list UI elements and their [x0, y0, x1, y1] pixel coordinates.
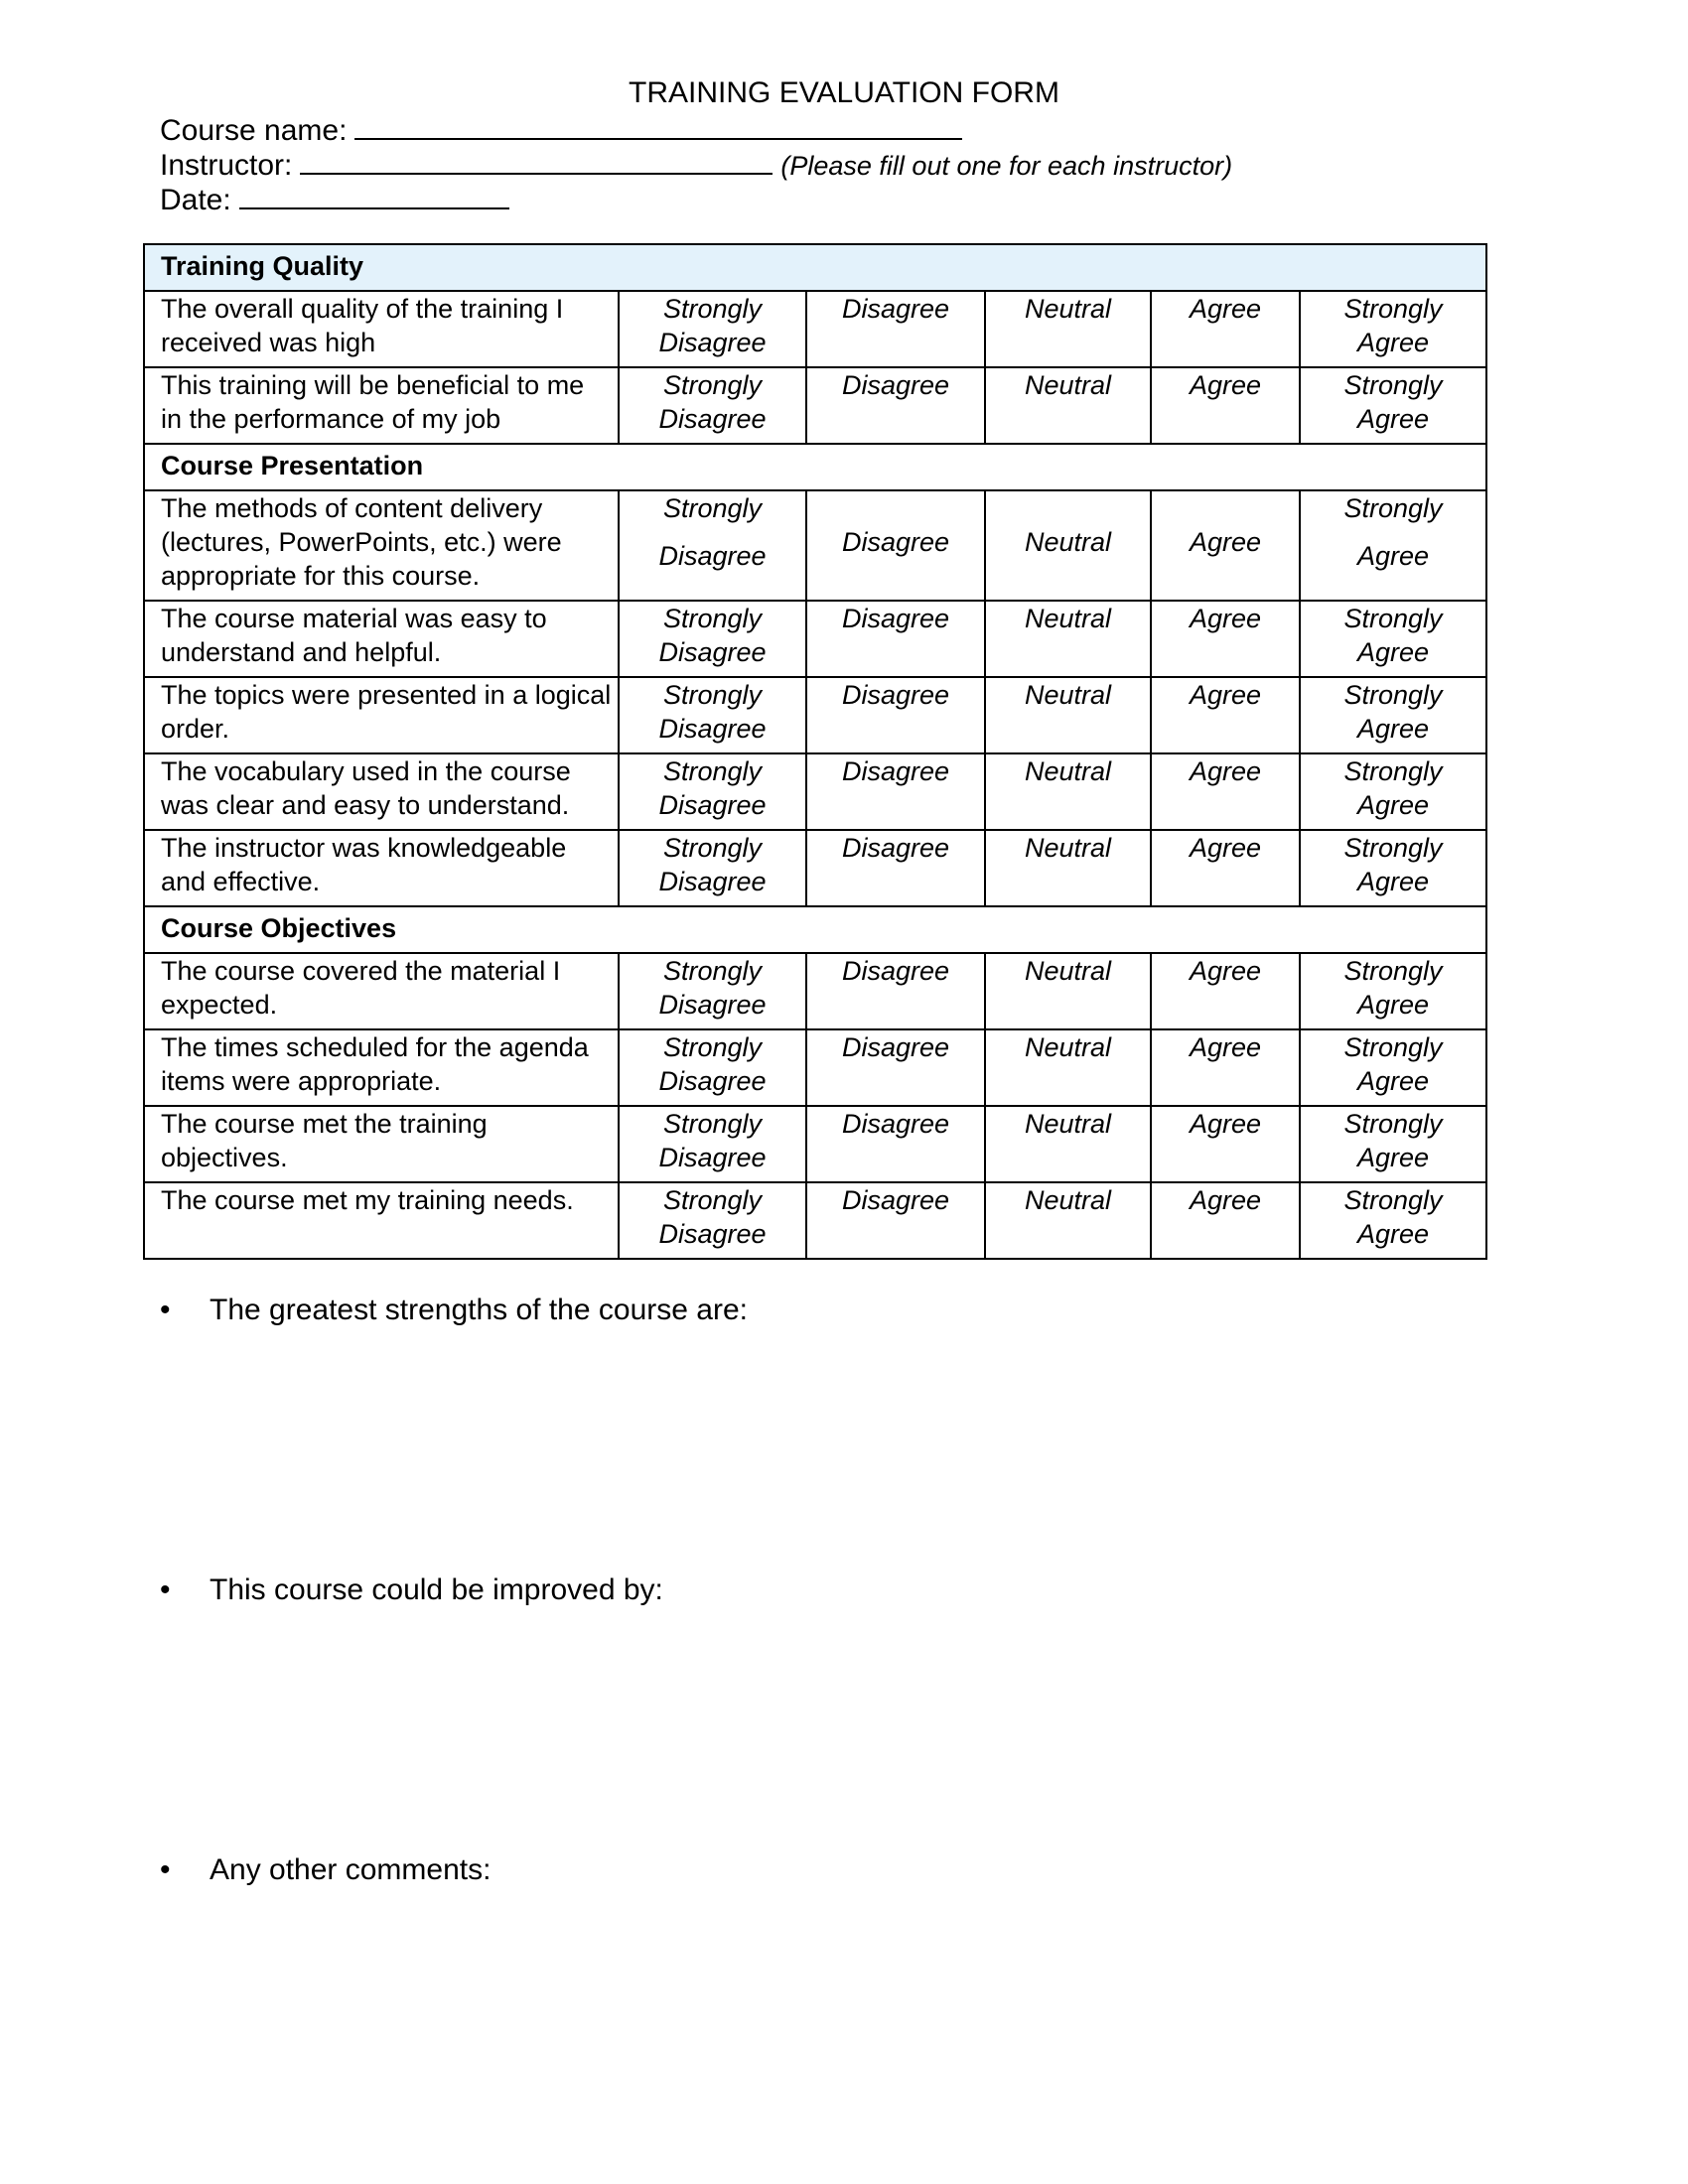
option-disagree[interactable] — [806, 601, 985, 677]
option-label: Strongly — [1343, 370, 1443, 400]
section-header-row — [144, 906, 1486, 953]
option-label: Disagree — [658, 790, 767, 820]
table-row — [144, 1029, 1486, 1106]
option-strongly-disagree[interactable] — [619, 601, 806, 677]
course-name-field[interactable] — [354, 112, 962, 140]
option-agree[interactable] — [1151, 1182, 1300, 1259]
option-label: Disagree — [658, 1143, 767, 1172]
option-label: Strongly — [1343, 1109, 1443, 1139]
option-label: Disagree — [658, 404, 767, 434]
section-header-row — [144, 444, 1486, 490]
option-label: Agree — [1189, 1109, 1262, 1139]
option-strongly-disagree[interactable] — [619, 1029, 806, 1106]
option-label: Agree — [1356, 1143, 1430, 1172]
instructor-line — [160, 147, 1232, 182]
option-agree[interactable] — [1151, 601, 1300, 677]
option-label: Strongly — [662, 294, 763, 324]
option-label: Agree — [1189, 370, 1262, 400]
option-label: Agree — [1356, 1219, 1430, 1249]
option-label: Disagree — [658, 1219, 767, 1249]
option-label: Agree — [1356, 637, 1430, 667]
option-label: Neutral — [1024, 956, 1112, 986]
option-strongly-disagree[interactable] — [619, 753, 806, 830]
option-strongly-agree[interactable] — [1300, 677, 1486, 753]
option-strongly-disagree[interactable] — [619, 490, 806, 601]
option-label: Disagree — [658, 714, 767, 744]
statement-cell: The methods of content delivery (lectures, PowerPoints, etc.) were appropriate for this course. — [144, 490, 619, 601]
bullet-icon: • — [160, 1573, 171, 1606]
option-agree[interactable] — [1151, 291, 1300, 367]
option-label: Strongly — [662, 370, 763, 400]
section-header-row — [144, 244, 1486, 291]
date-line — [160, 182, 1232, 216]
option-label: Neutral — [1024, 1185, 1112, 1215]
option-disagree[interactable] — [806, 490, 985, 601]
option-agree[interactable] — [1151, 1029, 1300, 1106]
option-label: Disagree — [841, 527, 950, 557]
option-label: Disagree — [658, 1066, 767, 1096]
option-strongly-disagree[interactable] — [619, 677, 806, 753]
statement-cell: This training will be beneficial to me in the performance of my job — [144, 367, 619, 444]
option-disagree[interactable] — [806, 830, 985, 906]
option-label: Neutral — [1024, 1032, 1112, 1062]
option-label: Strongly — [662, 604, 763, 633]
option-neutral[interactable] — [985, 291, 1151, 367]
option-strongly-agree[interactable] — [1300, 830, 1486, 906]
statement-cell: The course material was easy to understand and helpful. — [144, 601, 619, 677]
option-strongly-agree[interactable] — [1300, 1106, 1486, 1182]
option-label: Agree — [1189, 756, 1262, 786]
option-label: Strongly — [1343, 604, 1443, 633]
option-neutral[interactable] — [985, 1182, 1151, 1259]
option-label: Neutral — [1024, 833, 1112, 863]
option-label: Agree — [1189, 1185, 1262, 1215]
improvement-prompt — [160, 1572, 663, 1608]
option-strongly-agree[interactable] — [1300, 1029, 1486, 1106]
option-disagree[interactable] — [806, 753, 985, 830]
option-label: Strongly — [1343, 680, 1443, 710]
option-agree[interactable] — [1151, 830, 1300, 906]
option-label: Agree — [1189, 833, 1262, 863]
option-neutral[interactable] — [985, 367, 1151, 444]
option-neutral[interactable] — [985, 1029, 1151, 1106]
option-label: Neutral — [1024, 756, 1112, 786]
option-label: Disagree — [841, 956, 950, 986]
option-strongly-disagree[interactable] — [619, 291, 806, 367]
option-label: Strongly — [662, 833, 763, 863]
improvement-label: This course could be improved by: — [210, 1573, 663, 1606]
option-label: Disagree — [841, 680, 950, 710]
option-label: Strongly — [1343, 294, 1443, 324]
option-label: Agree — [1356, 714, 1430, 744]
option-label: Strongly — [662, 1185, 763, 1215]
page-title: TRAINING EVALUATION FORM — [629, 76, 1059, 109]
option-label: Strongly — [662, 1032, 763, 1062]
statement-cell: The overall quality of the training I received was high — [144, 291, 619, 367]
option-label: Neutral — [1024, 680, 1112, 710]
option-label: Agree — [1356, 1066, 1430, 1096]
option-neutral[interactable] — [985, 830, 1151, 906]
option-disagree[interactable] — [806, 291, 985, 367]
section-title: Training Quality — [144, 244, 1486, 291]
course-name-line — [160, 112, 1232, 147]
option-label: Agree — [1189, 956, 1262, 986]
statement-cell: The course met the training objectives. — [144, 1106, 619, 1182]
comments-prompt — [160, 1852, 491, 1888]
option-strongly-agree[interactable] — [1300, 367, 1486, 444]
option-label: Disagree — [658, 637, 767, 667]
evaluation-table — [143, 243, 1487, 1260]
table-row — [144, 291, 1486, 367]
option-agree[interactable] — [1151, 753, 1300, 830]
option-label: Neutral — [1024, 294, 1112, 324]
option-label: Strongly — [662, 680, 763, 710]
option-label: Neutral — [1024, 604, 1112, 633]
option-label: Agree — [1189, 1032, 1262, 1062]
option-agree[interactable] — [1151, 1106, 1300, 1182]
option-label: Disagree — [841, 756, 950, 786]
table-row — [144, 1182, 1486, 1259]
option-label: Disagree — [658, 328, 767, 357]
option-disagree[interactable] — [806, 1029, 985, 1106]
option-label: Disagree — [658, 541, 767, 571]
option-neutral[interactable] — [985, 753, 1151, 830]
option-label: Agree — [1189, 604, 1262, 633]
instructor-label: Instructor: — [160, 149, 293, 182]
option-label: Agree — [1356, 867, 1430, 896]
option-label: Disagree — [841, 1185, 950, 1215]
option-label: Agree — [1189, 680, 1262, 710]
option-label: Agree — [1356, 404, 1430, 434]
option-label: Strongly — [662, 956, 763, 986]
option-label: Disagree — [658, 867, 767, 896]
option-disagree[interactable] — [806, 1182, 985, 1259]
option-label: Strongly — [1343, 833, 1443, 863]
option-label: Strongly — [662, 493, 763, 523]
course-name-label: Course name: — [160, 114, 348, 147]
instructor-field[interactable] — [300, 147, 773, 175]
option-label: Disagree — [841, 833, 950, 863]
date-field[interactable] — [239, 182, 509, 209]
option-disagree[interactable] — [806, 1106, 985, 1182]
section-title: Course Presentation — [144, 444, 1486, 490]
table-row — [144, 753, 1486, 830]
table-row — [144, 1106, 1486, 1182]
option-agree[interactable] — [1151, 490, 1300, 601]
statement-cell: The course covered the material I expected. — [144, 953, 619, 1029]
option-strongly-agree[interactable] — [1300, 753, 1486, 830]
date-label: Date: — [160, 184, 231, 216]
option-strongly-agree[interactable] — [1300, 490, 1486, 601]
option-strongly-disagree[interactable] — [619, 1182, 806, 1259]
option-label: Disagree — [841, 1109, 950, 1139]
option-strongly-agree[interactable] — [1300, 1182, 1486, 1259]
option-label: Disagree — [841, 604, 950, 633]
table-row — [144, 367, 1486, 444]
option-neutral[interactable] — [985, 490, 1151, 601]
table-row — [144, 953, 1486, 1029]
option-strongly-agree[interactable] — [1300, 601, 1486, 677]
option-agree[interactable] — [1151, 677, 1300, 753]
option-strongly-disagree[interactable] — [619, 830, 806, 906]
section-title: Course Objectives — [144, 906, 1486, 953]
header-fields — [160, 112, 1232, 216]
option-agree[interactable] — [1151, 953, 1300, 1029]
option-label: Agree — [1356, 790, 1430, 820]
strengths-prompt — [160, 1293, 748, 1328]
option-disagree[interactable] — [806, 677, 985, 753]
option-label: Disagree — [841, 1032, 950, 1062]
option-label: Neutral — [1024, 1109, 1112, 1139]
option-agree[interactable] — [1151, 367, 1300, 444]
option-neutral[interactable] — [985, 677, 1151, 753]
option-label: Strongly — [1343, 956, 1443, 986]
option-label: Strongly — [1343, 1185, 1443, 1215]
bullet-icon: • — [160, 1853, 171, 1886]
option-strongly-disagree[interactable] — [619, 953, 806, 1029]
option-neutral[interactable] — [985, 1106, 1151, 1182]
option-neutral[interactable] — [985, 953, 1151, 1029]
option-label: Agree — [1189, 527, 1262, 557]
option-neutral[interactable] — [985, 601, 1151, 677]
table-row — [144, 490, 1486, 601]
option-label: Strongly — [662, 1109, 763, 1139]
option-label: Strongly — [1343, 493, 1443, 523]
table-row — [144, 601, 1486, 677]
option-label: Strongly — [662, 756, 763, 786]
option-label: Agree — [1356, 541, 1430, 571]
statement-cell: The times scheduled for the agenda items were appropriate. — [144, 1029, 619, 1106]
option-strongly-disagree[interactable] — [619, 1106, 806, 1182]
option-label: Neutral — [1024, 527, 1112, 557]
instructor-note: (Please fill out one for each instructor) — [780, 151, 1233, 181]
option-strongly-disagree[interactable] — [619, 367, 806, 444]
option-label: Agree — [1356, 990, 1430, 1020]
option-label: Neutral — [1024, 370, 1112, 400]
option-label: Agree — [1189, 294, 1262, 324]
statement-cell: The topics were presented in a logical order. — [144, 677, 619, 753]
statement-cell: The course met my training needs. — [144, 1182, 619, 1259]
option-disagree[interactable] — [806, 953, 985, 1029]
statement-cell: The vocabulary used in the course was clear and easy to understand. — [144, 753, 619, 830]
option-label: Agree — [1356, 328, 1430, 357]
option-label: Strongly — [1343, 756, 1443, 786]
option-label: Strongly — [1343, 1032, 1443, 1062]
comments-label: Any other comments: — [210, 1853, 492, 1886]
option-label: Disagree — [841, 294, 950, 324]
statement-cell: The instructor was knowledgeable and effective. — [144, 830, 619, 906]
option-strongly-agree[interactable] — [1300, 953, 1486, 1029]
table-row — [144, 677, 1486, 753]
option-label: Disagree — [841, 370, 950, 400]
bullet-icon: • — [160, 1294, 171, 1326]
strengths-label: The greatest strengths of the course are: — [210, 1294, 748, 1326]
table-row — [144, 830, 1486, 906]
option-disagree[interactable] — [806, 367, 985, 444]
option-strongly-agree[interactable] — [1300, 291, 1486, 367]
option-label: Disagree — [658, 990, 767, 1020]
